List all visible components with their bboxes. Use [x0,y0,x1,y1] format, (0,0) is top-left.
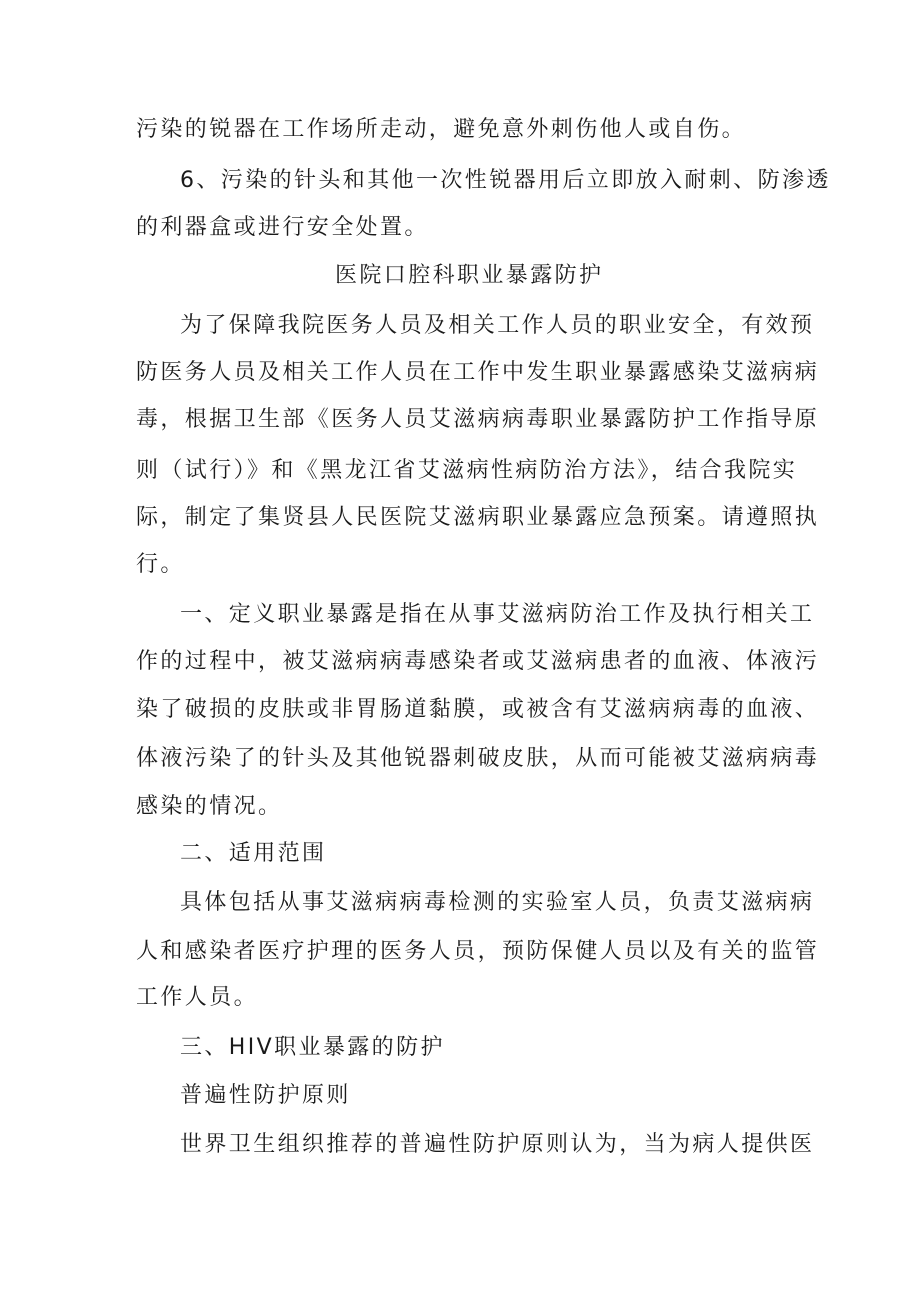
text-line: 具体包括从事艾滋病病毒检测的实验室人员，负责艾滋病病 [180,890,815,915]
text-line: 二、适用范围 [180,841,327,866]
text-line: 则（试行）》和《黑龙江省艾滋病性病防治方法》，结合我院实 [136,458,798,483]
text-line: 为了保障我院医务人员及相关工作人员的职业安全，有效预 [180,313,815,338]
text-line: 行。 [136,552,185,577]
text-line: 体液污染了的针头及其他锐器刺破皮肤，从而可能被艾滋病病毒 [136,746,820,771]
text-line: 6、污染的针头和其他一次性锐器用后立即放入耐刺、防渗透 [180,168,831,193]
text-line: 的利器盒或进行安全处置。 [136,215,429,240]
text-line: 三、HIV职业暴露的防护 [180,1035,445,1060]
text-line: 人和感染者医疗护理的医务人员，预防保健人员以及有关的监管 [136,939,820,964]
text-line: 作的过程中，被艾滋病病毒感染者或艾滋病患者的血液、体液污 [136,649,820,674]
text-line: 毒，根据卫生部《医务人员艾滋病病毒职业暴露防护工作指导原 [136,407,820,432]
text-line: 污染的锐器在工作场所走动，避免意外刺伤他人或自伤。 [136,117,747,142]
text-line: 防医务人员及相关工作人员在工作中发生职业暴露感染艾滋病病 [136,360,820,385]
text-line: 染了破损的皮肤或非胃肠道黏膜，或被含有艾滋病病毒的血液、 [136,697,820,722]
text-line: 际，制定了集贤县人民医院艾滋病职业暴露应急预案。请遵照执 [136,505,820,530]
section-title: 医院口腔科职业暴露防护 [335,263,604,288]
text-line: 普遍性防护原则 [180,1083,351,1108]
text-line: 工作人员。 [136,985,259,1010]
text-line: 一、定义职业暴露是指在从事艾滋病防治工作及执行相关工 [180,602,815,627]
text-line: 感染的情况。 [136,794,283,819]
text-line: 世界卫生组织推荐的普遍性防护原则认为，当为病人提供医 [180,1132,815,1157]
